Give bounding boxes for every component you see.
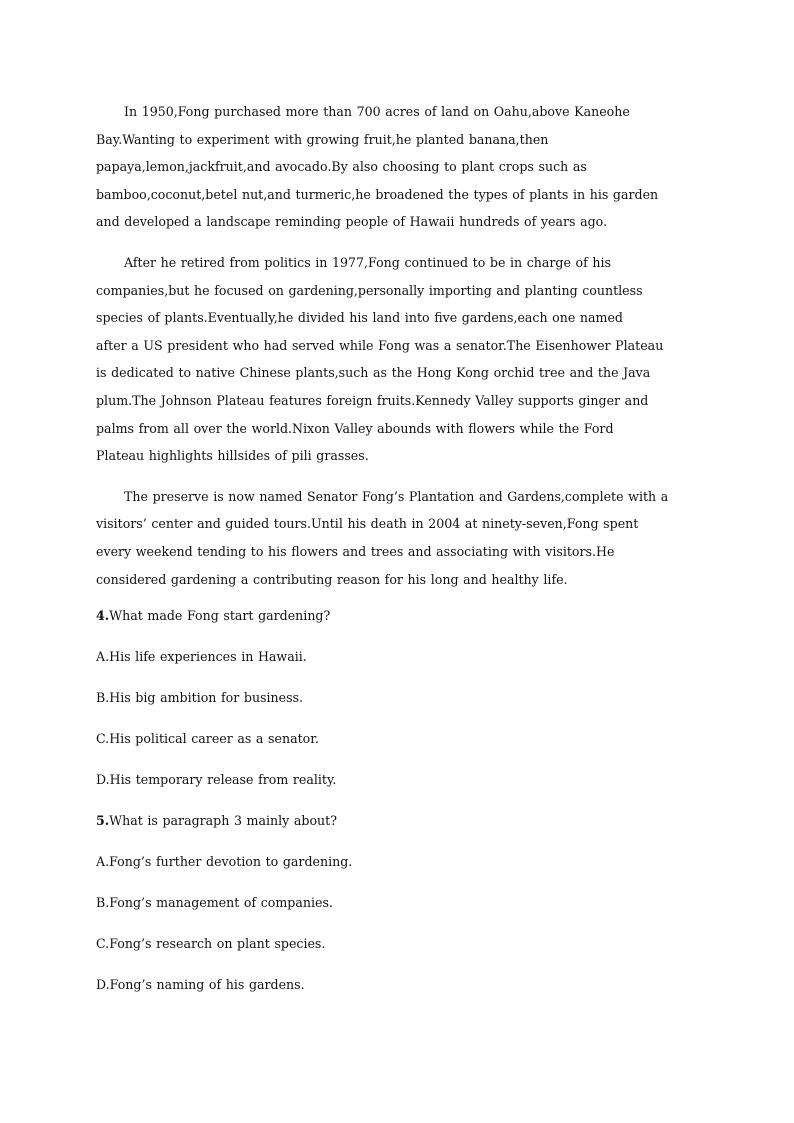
paragraph-line: palms from all over the world.Nixon Valley abounds with flowers while the Ford — [96, 420, 614, 436]
paragraph-line: companies,but he focused on gardening,personally importing and planting countless — [96, 282, 643, 298]
question-5 — [96, 811, 696, 995]
answer-option-b: B.Fong’s management of companies. — [96, 895, 333, 911]
answer-option-c: C.Fong’s research on plant species. — [96, 936, 326, 952]
answer-option-a: A.His life experiences in Hawaii. — [96, 649, 307, 665]
paragraph-2 — [96, 249, 696, 470]
paragraph-line: visitors’ center and guided tours.Until his death in 2004 at ninety-seven,Fong spent — [96, 516, 639, 532]
question-4 — [96, 606, 696, 790]
answer-option-d: D.His temporary release from reality. — [96, 772, 337, 788]
question-text: What is paragraph 3 mainly about? — [109, 813, 337, 829]
question-number: 4. — [96, 608, 110, 624]
paragraph-3 — [96, 483, 696, 593]
paragraph-line: is dedicated to native Chinese plants,such as the Hong Kong orchid tree and the Java — [96, 365, 651, 381]
paragraph-line: papaya,lemon,jackfruit,and avocado.By also choosing to plant crops such as — [96, 159, 587, 175]
answer-option-c: C.His political career as a senator. — [96, 731, 319, 747]
paragraph-line: species of plants.Eventually,he divided his land into five gardens,each one named — [96, 310, 623, 326]
paragraph-line: considered gardening a contributing reason for his long and healthy life. — [96, 571, 568, 587]
question-text: What made Fong start gardening? — [109, 608, 331, 624]
paragraph-1 — [96, 98, 696, 236]
answer-option-a: A.Fong’s further devotion to gardening. — [96, 854, 353, 870]
paragraph-line: plum.The Johnson Plateau features foreign fruits.Kennedy Valley supports ginger and — [96, 392, 649, 408]
question-title — [96, 811, 696, 831]
paragraph-line: Bay.Wanting to experiment with growing fruit,he planted banana,then — [96, 131, 549, 147]
paragraph-line: bamboo,coconut,betel nut,and turmeric,he broadened the types of plants in his garden — [96, 186, 659, 202]
answer-option-d: D.Fong’s naming of his gardens. — [96, 977, 305, 993]
document-page — [96, 98, 696, 1016]
paragraph-line: Plateau highlights hillsides of pili grasses. — [96, 448, 369, 464]
paragraph-line: and developed a landscape reminding people of Hawaii hundreds of years ago. — [96, 214, 608, 230]
question-title — [96, 606, 696, 626]
paragraph-line: After he retired from politics in 1977,Fong continued to be in charge of his — [124, 254, 611, 270]
answer-option-b: B.His big ambition for business. — [96, 690, 304, 706]
paragraph-line: The preserve is now named Senator Fong’s Plantation and Gardens,complete with a — [124, 488, 669, 504]
paragraph-line: In 1950,Fong purchased more than 700 acres of land on Oahu,above Kaneohe — [124, 104, 630, 119]
paragraph-line: after a US president who had served while Fong was a senator.The Eisenhower Plateau — [96, 337, 664, 353]
question-number: 5. — [96, 813, 110, 829]
paragraph-line: every weekend tending to his flowers and trees and associating with visitors.He — [96, 543, 615, 559]
